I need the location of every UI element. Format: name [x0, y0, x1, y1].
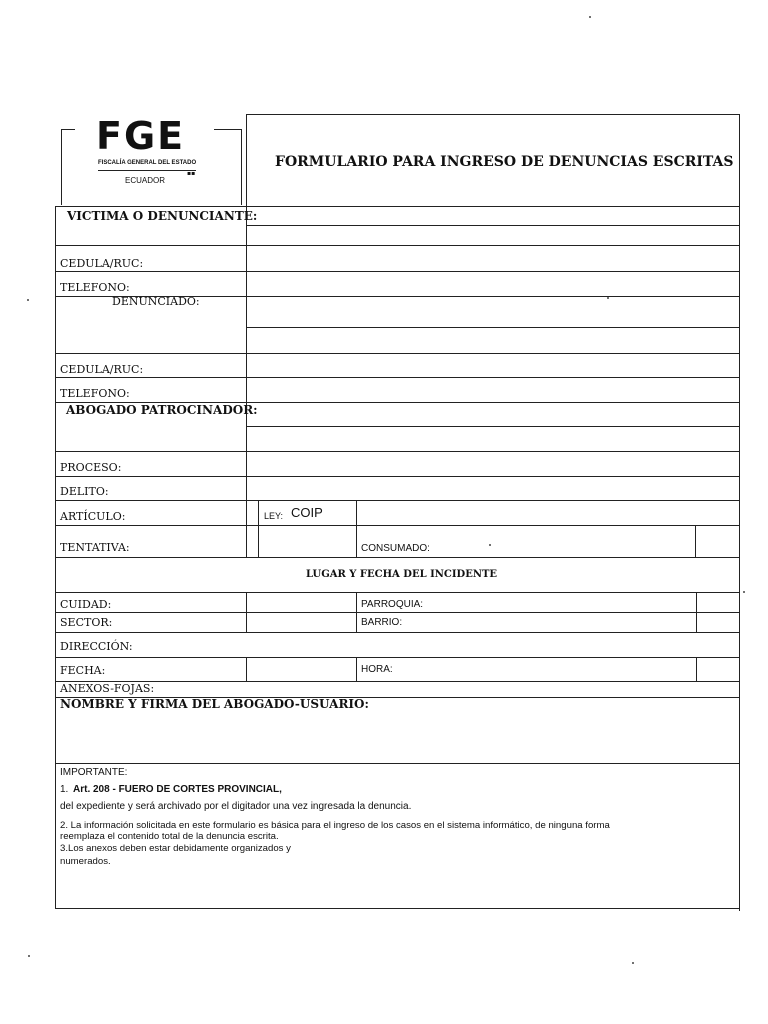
row-line — [55, 353, 740, 354]
logo-frame-left — [61, 129, 62, 205]
column-line — [356, 592, 357, 632]
row-line — [55, 557, 740, 558]
fge-logo-subtitle: FISCALÍA GENERAL DEL ESTADO — [98, 160, 197, 166]
anexos-label: ANEXOS-FOJAS: — [60, 682, 155, 695]
row-line — [55, 476, 740, 477]
row-line — [55, 763, 740, 764]
scan-speck — [589, 16, 591, 18]
telefono-victima-label: TELEFONO: — [60, 281, 130, 294]
item3-line1: 3.Los anexos deben estar debidamente organizados y — [60, 843, 291, 854]
row-line — [55, 500, 740, 501]
ciudad-label: CUIDAD: — [60, 598, 112, 611]
fge-logo-country: ECUADOR — [125, 176, 166, 185]
section-incident-title: LUGAR Y FECHA DEL INCIDENTE — [306, 569, 498, 580]
logo-frame-right — [241, 129, 242, 205]
frame-bottom — [55, 908, 740, 909]
row-line — [55, 592, 740, 593]
item1-text: del expediente y será archivado por el digitador una vez ingresada la denuncia. — [60, 801, 412, 812]
hora-label: HORA: — [361, 664, 393, 675]
logo-frame-top-right — [214, 129, 241, 130]
ley-value: COIP — [291, 505, 323, 520]
form-title: FORMULARIO PARA INGRESO DE DENUNCIAS ESCRITAS — [275, 154, 734, 170]
item1-number: 1. — [60, 784, 69, 795]
column-line — [695, 525, 696, 557]
title-box-top — [246, 114, 740, 115]
articulo-label: ARTÍCULO: — [60, 510, 126, 523]
parroquia-label: PARROQUIA: — [361, 599, 424, 610]
abogado-label: ABOGADO PATROCINADOR: — [66, 403, 258, 417]
row-line — [55, 681, 740, 682]
scan-speck — [607, 297, 609, 299]
row-line — [55, 377, 740, 378]
telefono-denunciado-label: TELEFONO: — [60, 387, 130, 400]
row-line — [55, 451, 740, 452]
row-line — [55, 245, 740, 246]
victima-label: VICTIMA O DENUNCIANTE: — [67, 209, 258, 223]
denunciado-label: DENUNCIADO: — [112, 295, 200, 308]
scan-speck — [489, 544, 491, 546]
column-line — [246, 206, 247, 557]
tentativa-label: TENTATIVA: — [60, 541, 130, 554]
fge-logo: FGE — [96, 114, 186, 158]
column-line — [356, 657, 357, 681]
scan-speck — [27, 299, 29, 301]
item2-line2: reemplaza el contenido total de la denuncia escrita. — [60, 831, 279, 842]
row-line — [246, 225, 740, 226]
row-line — [55, 206, 740, 207]
item3-line2: numerados. — [60, 856, 111, 867]
row-line — [55, 271, 740, 272]
importante-heading: IMPORTANTE: — [60, 767, 128, 778]
column-line — [356, 500, 357, 557]
item2-line1: 2. La información solicitada en este formulario es básica para el ingreso de los casos en el sistema informático, de ninguna forma — [60, 820, 610, 831]
title-box-left — [246, 114, 247, 206]
direccion-label: DIRECCIÓN: — [60, 640, 133, 653]
column-line — [246, 657, 247, 681]
cedula-victima-label: CEDULA/RUC: — [60, 257, 144, 270]
frame-right — [739, 114, 740, 911]
column-line — [246, 592, 247, 632]
row-line — [246, 327, 740, 328]
row-line — [55, 525, 740, 526]
column-line — [258, 500, 259, 557]
row-line — [55, 612, 740, 613]
fecha-label: FECHA: — [60, 664, 106, 677]
barrio-label: BARRIO: — [361, 617, 403, 628]
scan-speck — [743, 591, 745, 593]
logo-frame-top-left — [61, 129, 75, 130]
consumado-label: CONSUMADO: — [361, 543, 430, 554]
row-line — [246, 426, 740, 427]
logo-dots: ▪▪ — [187, 170, 196, 177]
item1-bold: Art. 208 - FUERO DE CORTES PROVINCIAL, — [73, 784, 282, 795]
cedula-denunciado-label: CEDULA/RUC: — [60, 363, 144, 376]
proceso-label: PROCESO: — [60, 461, 122, 474]
scan-speck — [28, 955, 30, 957]
column-line — [696, 592, 697, 632]
delito-label: DELITO: — [60, 485, 109, 498]
column-line — [696, 657, 697, 681]
scan-speck — [632, 962, 634, 964]
logo-underline — [98, 170, 196, 171]
sector-label: SECTOR: — [60, 616, 113, 629]
ley-label: LEY: — [264, 511, 284, 521]
firma-label: NOMBRE Y FIRMA DEL ABOGADO-USUARIO: — [60, 697, 369, 711]
row-line — [55, 657, 740, 658]
row-line — [55, 632, 740, 633]
